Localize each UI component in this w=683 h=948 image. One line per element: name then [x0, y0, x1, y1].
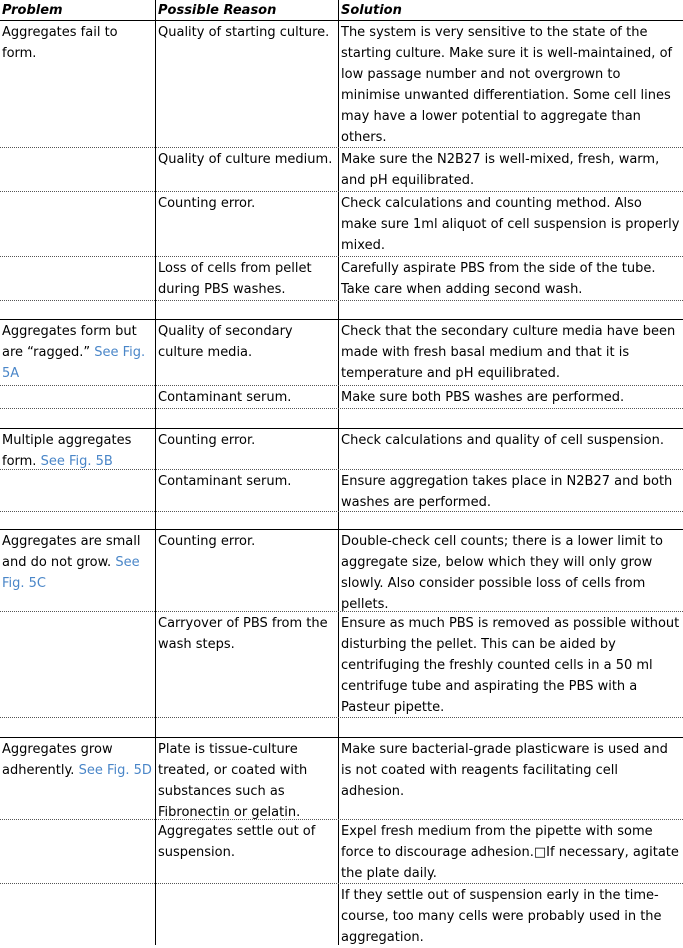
problem-text: Multiple aggregates form. [2, 433, 132, 469]
header-possible-reason: Possible Reason [158, 3, 277, 18]
problem-cell [2, 430, 152, 472]
solution-cell: Check calculations and counting method. Also make sure 1ml aliquot of cell suspension is properly mixed. [341, 196, 680, 253]
group-rule [0, 737, 683, 738]
row-rule [0, 819, 683, 820]
solution-cell: The system is very sensitive to the state of the starting culture. Make sure it is well-maintained, of low passage number and not overgrown to minimise unwanted differentiation. Some cell lines may have a lower potential to aggregate than others. [341, 25, 673, 145]
reason-cell: Quality of starting culture. [158, 25, 330, 40]
column-divider-1 [155, 0, 156, 945]
solution-cell: Ensure aggregation takes place in N2B27 and both washes are performed. [341, 474, 673, 510]
row-rule [0, 385, 683, 386]
problem-text: Aggregates grow adherently. [2, 742, 113, 778]
column-divider-2 [338, 0, 339, 945]
reason-cell: Counting error. [158, 196, 256, 211]
group-rule [0, 529, 683, 530]
row-rule [0, 300, 683, 301]
reason-cell: Contaminant serum. [158, 474, 292, 489]
figure-link[interactable]: See Fig. 5C [2, 555, 140, 591]
solution-cell: Double-check cell counts; there is a lower limit to aggregate size, below which they will only grow slowly. Also consider possible loss of cells from pellets. [341, 534, 664, 612]
row-rule [0, 191, 683, 192]
solution-cell: Expel fresh medium from the pipette with some force to discourage adhesion.□If necessary, agitate the plate daily. [341, 824, 679, 881]
reason-cell: Contaminant serum. [158, 390, 292, 405]
problem-cell [2, 321, 152, 384]
reason-cell: Counting error. [158, 534, 256, 549]
solution-cell: If they settle out of suspension early in the time-course, too many cells were probably used in the aggregation. [341, 888, 662, 945]
solution-cell: Check calculations and quality of cell suspension. [341, 433, 664, 448]
figure-link[interactable]: See Fig. 5B [40, 454, 113, 469]
reason-cell: Loss of cells from pellet during PBS washes. [158, 261, 312, 297]
figure-link[interactable]: See Fig. 5A [2, 345, 146, 381]
reason-cell: Carryover of PBS from the wash steps. [158, 616, 328, 652]
reason-cell: Quality of secondary culture media. [158, 324, 293, 360]
reason-cell: Aggregates settle out of suspension. [158, 824, 316, 860]
solution-cell: Make sure the N2B27 is well-mixed, fresh, warm, and pH equilibrated. [341, 152, 660, 188]
problem-text: Aggregates are small and do not grow. [2, 534, 141, 570]
group-rule [0, 319, 683, 320]
reason-cell: Plate is tissue-culture treated, or coated with substances such as Fibronectin or gelatin. [158, 742, 308, 820]
solution-cell: Check that the secondary culture media have been made with fresh basal medium and that it is temperature and pH equilibrated. [341, 324, 676, 381]
problem-cell [2, 739, 152, 781]
figure-link[interactable]: See Fig. 5D [78, 763, 152, 778]
group-rule [0, 428, 683, 429]
solution-cell: Make sure both PBS washes are performed. [341, 390, 625, 405]
problem-cell [2, 22, 152, 64]
problem-cell [2, 531, 152, 594]
solution-cell: Carefully aspirate PBS from the side of the tube. Take care when adding second wash. [341, 261, 656, 297]
problem-text: Aggregates form but are “ragged.” [2, 324, 137, 360]
row-rule [0, 408, 683, 409]
reason-cell: Counting error. [158, 433, 256, 448]
header-solution: Solution [341, 3, 402, 18]
solution-cell: Ensure as much PBS is removed as possible without disturbing the pellet. This can be aided by centrifuging the freshly counted cells in a 50 ml centrifuge tube and aspirating the PBS with a Pasteur pipette. [341, 616, 680, 715]
solution-cell: Make sure bacterial-grade plasticware is used and is not coated with reagents facilitating cell adhesion. [341, 742, 668, 799]
header-problem: Problem [2, 3, 63, 18]
reason-cell: Quality of culture medium. [158, 152, 333, 167]
row-rule [0, 256, 683, 257]
problem-text: Aggregates fail to form. [2, 25, 118, 61]
